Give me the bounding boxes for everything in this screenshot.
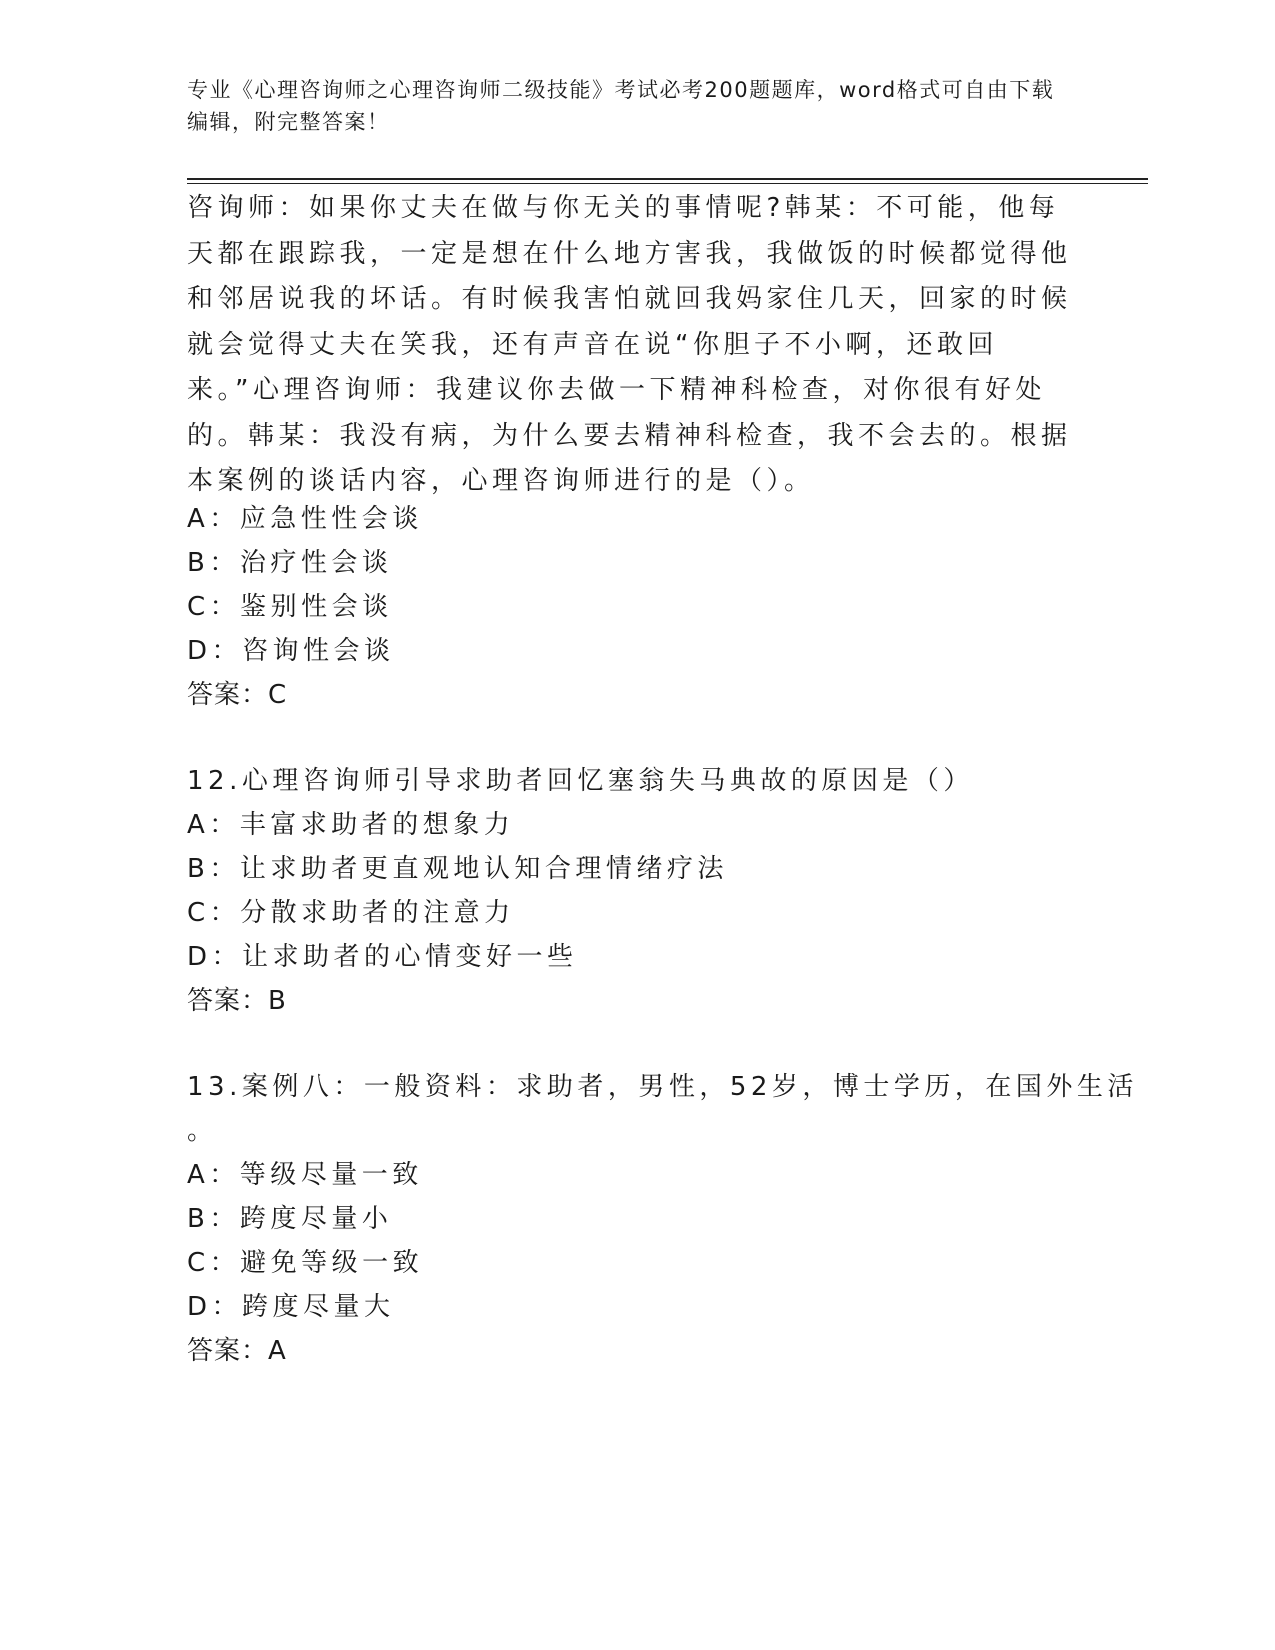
header-rule-thick — [187, 178, 1148, 180]
question-12-option-b: B：让求助者更直观地认知合理情绪疗法 — [187, 854, 728, 884]
question-11-stem: 咨询师：如果你丈夫在做与你无关的事情呢?韩某：不可能，他每天都在跟踪我，一定是想在什么地方害我，我做饭的时候都觉得他和邻居说我的坏话。有时候我害怕就回我妈家住几天，回家的时候就会觉得丈夫在笑我，还有声音在说“你胆子不小啊，还敢回来。”心理咨询师：我建议你去做一下精神科检查，对你很有好处的。韩某：我没有病，为什么要去精神科检查，我不会去的。根据本案例的谈话内容，心理咨询师进行的是（）。 — [187, 193, 1072, 496]
question-11-option-c: C：鉴别性会谈 — [187, 592, 393, 622]
question-12-option-c: C：分散求助者的注意力 — [187, 898, 515, 928]
question-12-answer: 答案：B — [187, 986, 287, 1016]
question-13-option-b: B：跨度尽量小 — [187, 1204, 393, 1234]
question-11-option-d: D：咨询性会谈 — [187, 636, 395, 666]
question-13-stem: 13.案例八：一般资料：求助者，男性，52岁，博士学历，在国外生活 — [187, 1072, 1138, 1102]
question-12-option-a: A：丰富求助者的想象力 — [187, 810, 515, 840]
header-rule-thin — [187, 183, 1148, 184]
document-header: 专业《心理咨询师之心理咨询师二级技能》考试必考200题题库，word格式可自由下载编辑，附完整答案！ — [187, 78, 1055, 134]
question-13-option-c: C：避免等级一致 — [187, 1248, 424, 1278]
question-11-option-b: B：治疗性会谈 — [187, 548, 393, 578]
question-11-answer: 答案：C — [187, 680, 288, 710]
question-13-answer: 答案：A — [187, 1336, 287, 1366]
question-12-stem: 12.心理咨询师引导求助者回忆塞翁失马典故的原因是（） — [187, 766, 974, 796]
question-11-option-a: A：应急性性会谈 — [187, 504, 423, 534]
question-13-option-d: D：跨度尽量大 — [187, 1292, 395, 1322]
question-13-option-a: A：等级尽量一致 — [187, 1160, 423, 1190]
question-12-option-d: D：让求助者的心情变好一些 — [187, 942, 578, 972]
question-13-stem-tail: 。 — [187, 1116, 218, 1146]
